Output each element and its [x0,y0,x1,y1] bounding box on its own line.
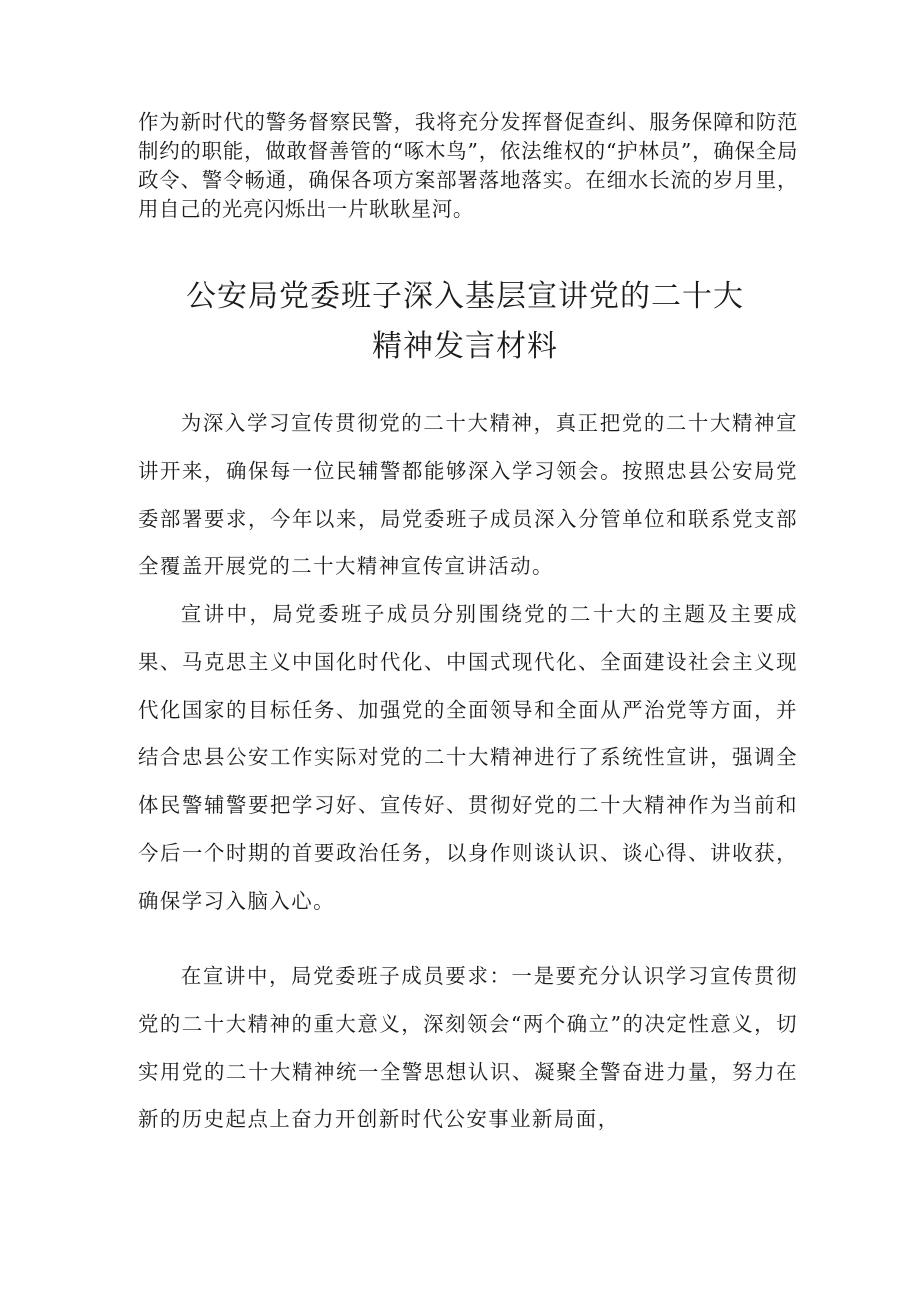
document-title [120,272,810,372]
intro-paragraph: 作为新时代的警务督察民警，我将充分发挥督促查纠、服务保障和防范制约的职能，做敢督善管的“啄木鸟”，依法维权的“护林员”，确保全局政令、警令畅通，确保各项方案部署落地落实。在细水长流的岁月里，用自己的光亮闪烁出一片耿耿星河。 [138,110,798,221]
body-paragraph-3: 在宣讲中，局党委班子成员要求：一是要充分认识学习宣传贯彻党的二十大精神的重大意义，深刻领会“两个确立”的决定性意义，切实用党的二十大精神统一全警思想认识、凝聚全警奋进力量，努力在新的历史起点上奋力开创新时代公安事业新局面， [138,964,798,1132]
body-paragraph-2: 宣讲中，局党委班子成员分别围绕党的二十大的主题及主要成果、马克思主义中国化时代化、中国式现代化、全面建设社会主义现代化国家的目标任务、加强党的全面领导和全面从严治党等方面，并结合忠县公安工作实际对党的二十大精神进行了系统性宣讲，强调全体民警辅警要把学习好、宣传好、贯彻好党的二十大精神作为当前和今后一个时期的首要政治任务，以身作则谈认识、谈心得、讲收获，确保学习入脑入心。 [138,602,798,913]
title-line-2: 精神发言材料 [372,329,558,364]
title-line-1: 公安局党委班子深入基层宣讲党的二十大 [186,279,744,314]
body-paragraph-1: 为深入学习宣传贯彻党的二十大精神，真正把党的二十大精神宣讲开来，确保每一位民辅警都能够深入学习领会。按照忠县公安局党委部署要求，今年以来，局党委班子成员深入分管单位和联系党支部全覆盖开展党的二十大精神宣传宣讲活动。 [138,411,798,579]
